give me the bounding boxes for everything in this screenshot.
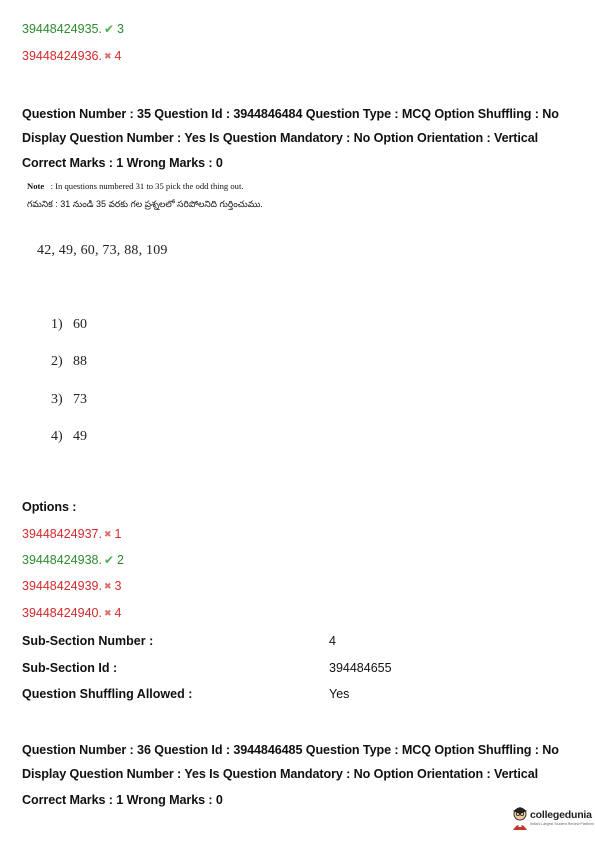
option-id: 39448424936.: [22, 49, 102, 63]
option-number: 4: [114, 49, 122, 63]
question-shuffling-label: Question Shuffling Allowed :: [22, 687, 193, 701]
number-series: 42, 49, 60, 73, 88, 109: [37, 243, 168, 258]
sub-section-number-label: Sub-Section Number :: [22, 634, 154, 648]
choice-item: [51, 429, 87, 445]
option-number: 4: [114, 606, 122, 620]
choice-item: [51, 354, 87, 370]
option-number: 3: [117, 22, 124, 36]
cross-icon: ✖: [103, 51, 112, 61]
cross-icon: ✖: [103, 529, 112, 539]
question-marks: Correct Marks : 1 Wrong Marks : 0: [22, 793, 223, 807]
question-shuffling-value: Yes: [329, 687, 350, 701]
option-number: 1: [114, 527, 122, 541]
option-number: 2: [117, 553, 124, 567]
logo-wordmark: collegedunia: [530, 809, 592, 821]
check-icon: ✔: [103, 553, 115, 567]
note-label: Note: [27, 181, 45, 191]
question-header-line2: Display Question Number : Yes Is Question Mandatory : No Option Orientation : Vertical: [22, 767, 538, 781]
option-id: 39448424937.: [22, 527, 102, 541]
question-header-line1: Question Number : 36 Question Id : 3944846485 Question Type : MCQ Option Shuffling : No: [22, 743, 559, 757]
options-label: Options :: [22, 500, 77, 514]
check-icon: ✔: [103, 22, 115, 36]
option-number: 3: [114, 579, 122, 593]
choice-text: 73: [73, 392, 87, 407]
choice-item: [51, 392, 87, 408]
sub-section-id-value: 394484655: [329, 661, 392, 675]
choice-number: 4): [51, 429, 63, 444]
question-marks: Correct Marks : 1 Wrong Marks : 0: [22, 156, 223, 170]
choice-item: [51, 317, 87, 333]
question-note: [27, 181, 244, 191]
note-text: : In questions numbered 31 to 35 pick the odd thing out.: [50, 181, 244, 191]
option-id: 39448424940.: [22, 606, 102, 620]
prev-option-row: [22, 22, 124, 36]
choice-text: 60: [73, 317, 87, 332]
option-row: [22, 553, 124, 567]
question-note-telugu: గమనిక : 31 నుండి 35 వరకు గల ప్రశ్నలలో సరిపోలనిది గుర్తించుము.: [27, 199, 263, 209]
cross-icon: ✖: [103, 581, 112, 591]
choice-number: 3): [51, 392, 63, 407]
option-row: [22, 579, 121, 593]
collegedunia-logo-icon: [510, 806, 530, 832]
option-id: 39448424935.: [22, 22, 102, 36]
sub-section-number-value: 4: [329, 634, 336, 648]
choice-number: 2): [51, 354, 63, 369]
option-row: [22, 527, 121, 541]
question-header-line1: Question Number : 35 Question Id : 3944846484 Question Type : MCQ Option Shuffling : No: [22, 107, 559, 121]
option-id: 39448424939.: [22, 579, 102, 593]
option-id: 39448424938.: [22, 553, 102, 567]
choice-number: 1): [51, 317, 63, 332]
question-header-line2: Display Question Number : Yes Is Question Mandatory : No Option Orientation : Vertical: [22, 131, 538, 145]
choice-text: 88: [73, 354, 87, 369]
cross-icon: ✖: [103, 608, 112, 618]
option-row: [22, 606, 121, 620]
choice-text: 49: [73, 429, 87, 444]
prev-option-row: [22, 49, 121, 63]
sub-section-id-label: Sub-Section Id :: [22, 661, 118, 675]
logo-tagline: India's Largest Student Review Platform: [530, 822, 594, 826]
